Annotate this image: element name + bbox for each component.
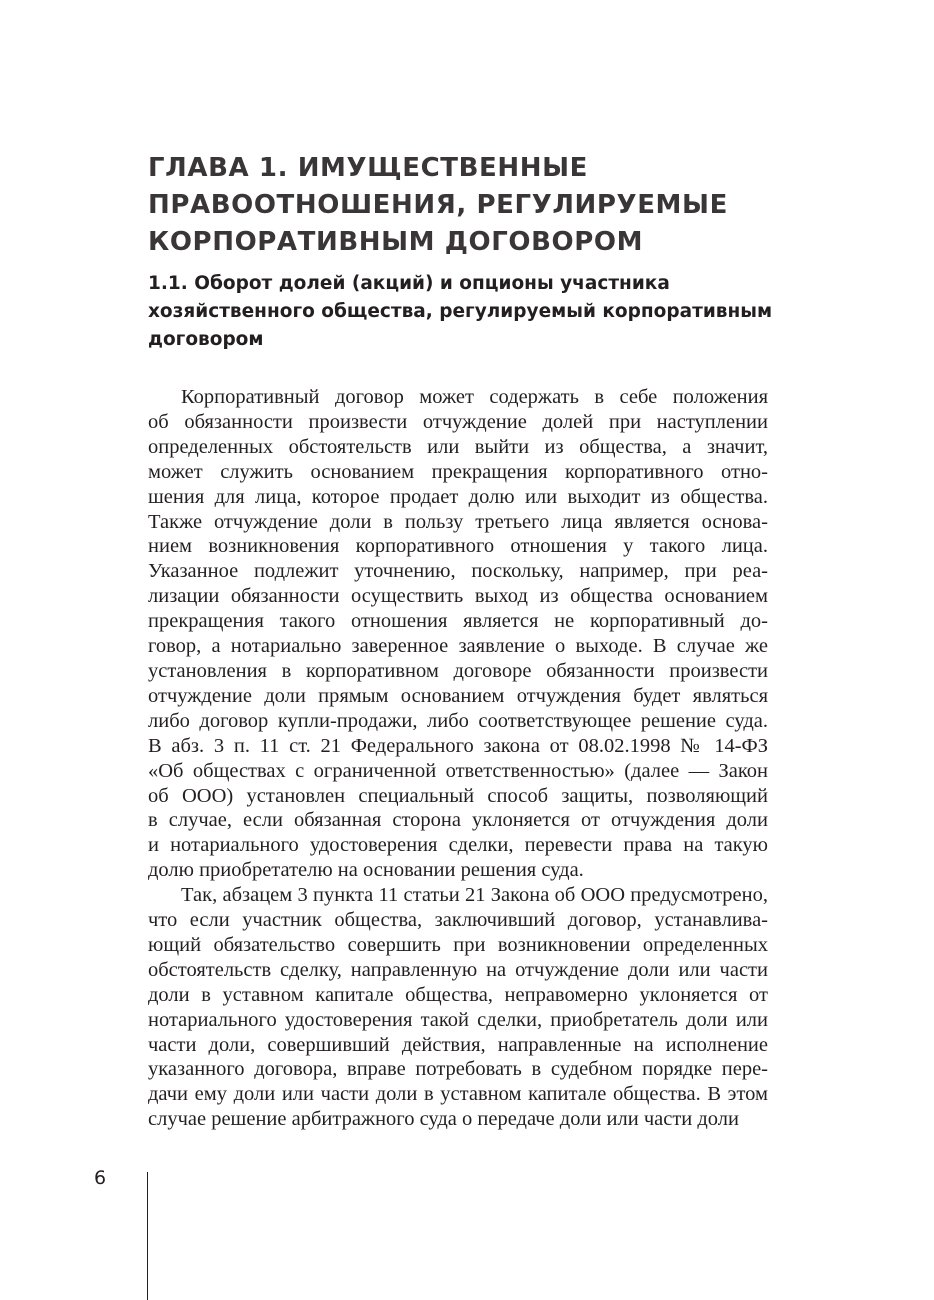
text-line: лизации обязанности осуществить выход из общества основанием <box>148 585 768 608</box>
text-line: обстоятельств сделку, направленную на отчуждение доли или части <box>148 958 768 981</box>
text-line: в случае, если обязанная сторона уклоняется от отчуждения доли <box>148 809 768 832</box>
text-line: доли в уставном капитале общества, неправомерно уклоняется от <box>148 983 768 1006</box>
text-line: об ООО) установлен специальный способ защиты, позволяющий <box>148 784 768 807</box>
text-line: и нотариального удостоверения сделки, перевести права на такую <box>148 834 768 857</box>
text-line: ющий обязательство совершить при возникновении определенных <box>148 933 768 956</box>
text-line: что если участник общества, заключивший договор, устанавлива- <box>148 909 768 932</box>
body-text <box>148 385 768 1132</box>
text-line: дачи ему доли или части доли в уставном капитале общества. В этом <box>148 1083 768 1106</box>
chapter-title-line: КОРПОРАТИВНЫМ ДОГОВОРОМ <box>148 227 644 257</box>
text-line: отчуждение доли прямым основанием отчуждения будет являться <box>148 684 768 707</box>
text-line: об обязанности произвести отчуждение долей при наступлении <box>148 410 768 433</box>
text-line: «Об обществах с ограниченной ответственностью» (далее — Закон <box>148 759 768 782</box>
section-title-line: договором <box>148 329 264 350</box>
text-line: нотариального удостоверения такой сделки, приобретатель доли или <box>148 1008 768 1031</box>
section-title <box>148 270 788 354</box>
text-line: нием возникновения корпоративного отношения у такого лица. <box>148 535 768 558</box>
text-line: говор, а нотариально заверенное заявление о выходе. В случае же <box>148 635 768 658</box>
text-line: В абз. 3 п. 11 ст. 21 Федерального закона от 08.02.1998 № 14-ФЗ <box>148 734 768 757</box>
section-title-line: 1.1. Оборот долей (акций) и опционы участника <box>148 273 670 294</box>
text-line: шения для лица, которое продает долю или выходит из общества. <box>148 485 768 508</box>
text-line: установления в корпоративном договоре обязанности произвести <box>148 659 768 682</box>
section-title-line: хозяйственного общества, регулируемый корпоративным <box>148 301 773 322</box>
text-line: случае решение арбитражного суда о передаче доли или части доли <box>148 1108 739 1131</box>
paragraph <box>148 883 768 1132</box>
text-line: может служить основанием прекращения корпоративного отно- <box>148 460 768 483</box>
page-number: 6 <box>94 1167 107 1189</box>
text-line: долю приобретателю на основании решения суда. <box>148 859 584 882</box>
text-line: части доли, совершивший действия, направленные на исполнение <box>148 1033 768 1056</box>
text-line: прекращения такого отношения является не корпоративный до- <box>148 610 768 633</box>
text-line: Указанное подлежит уточнению, поскольку, например, при реа- <box>148 560 768 583</box>
chapter-title-line: ГЛАВА 1. ИМУЩЕСТВЕННЫЕ <box>148 153 589 183</box>
chapter-title <box>148 150 788 261</box>
text-line: Корпоративный договор может содержать в себе положения <box>181 386 768 408</box>
text-line: Также отчуждение доли в пользу третьего лица является основа- <box>148 510 768 533</box>
text-line: указанного договора, вправе потребовать в судебном порядке пере- <box>148 1058 768 1081</box>
chapter-title-line: ПРАВООТНОШЕНИЯ, РЕГУЛИРУЕМЫЕ <box>148 190 728 220</box>
text-line: Так, абзацем 3 пункта 11 статьи 21 Закона об ООО предусмотрено, <box>181 884 768 907</box>
text-line: определенных обстоятельств или выйти из общества, а значит, <box>148 435 768 458</box>
margin-rule <box>147 1172 148 1300</box>
text-line: либо договор купли-продажи, либо соответствующее решение суда. <box>148 709 768 732</box>
paragraph <box>148 385 768 883</box>
